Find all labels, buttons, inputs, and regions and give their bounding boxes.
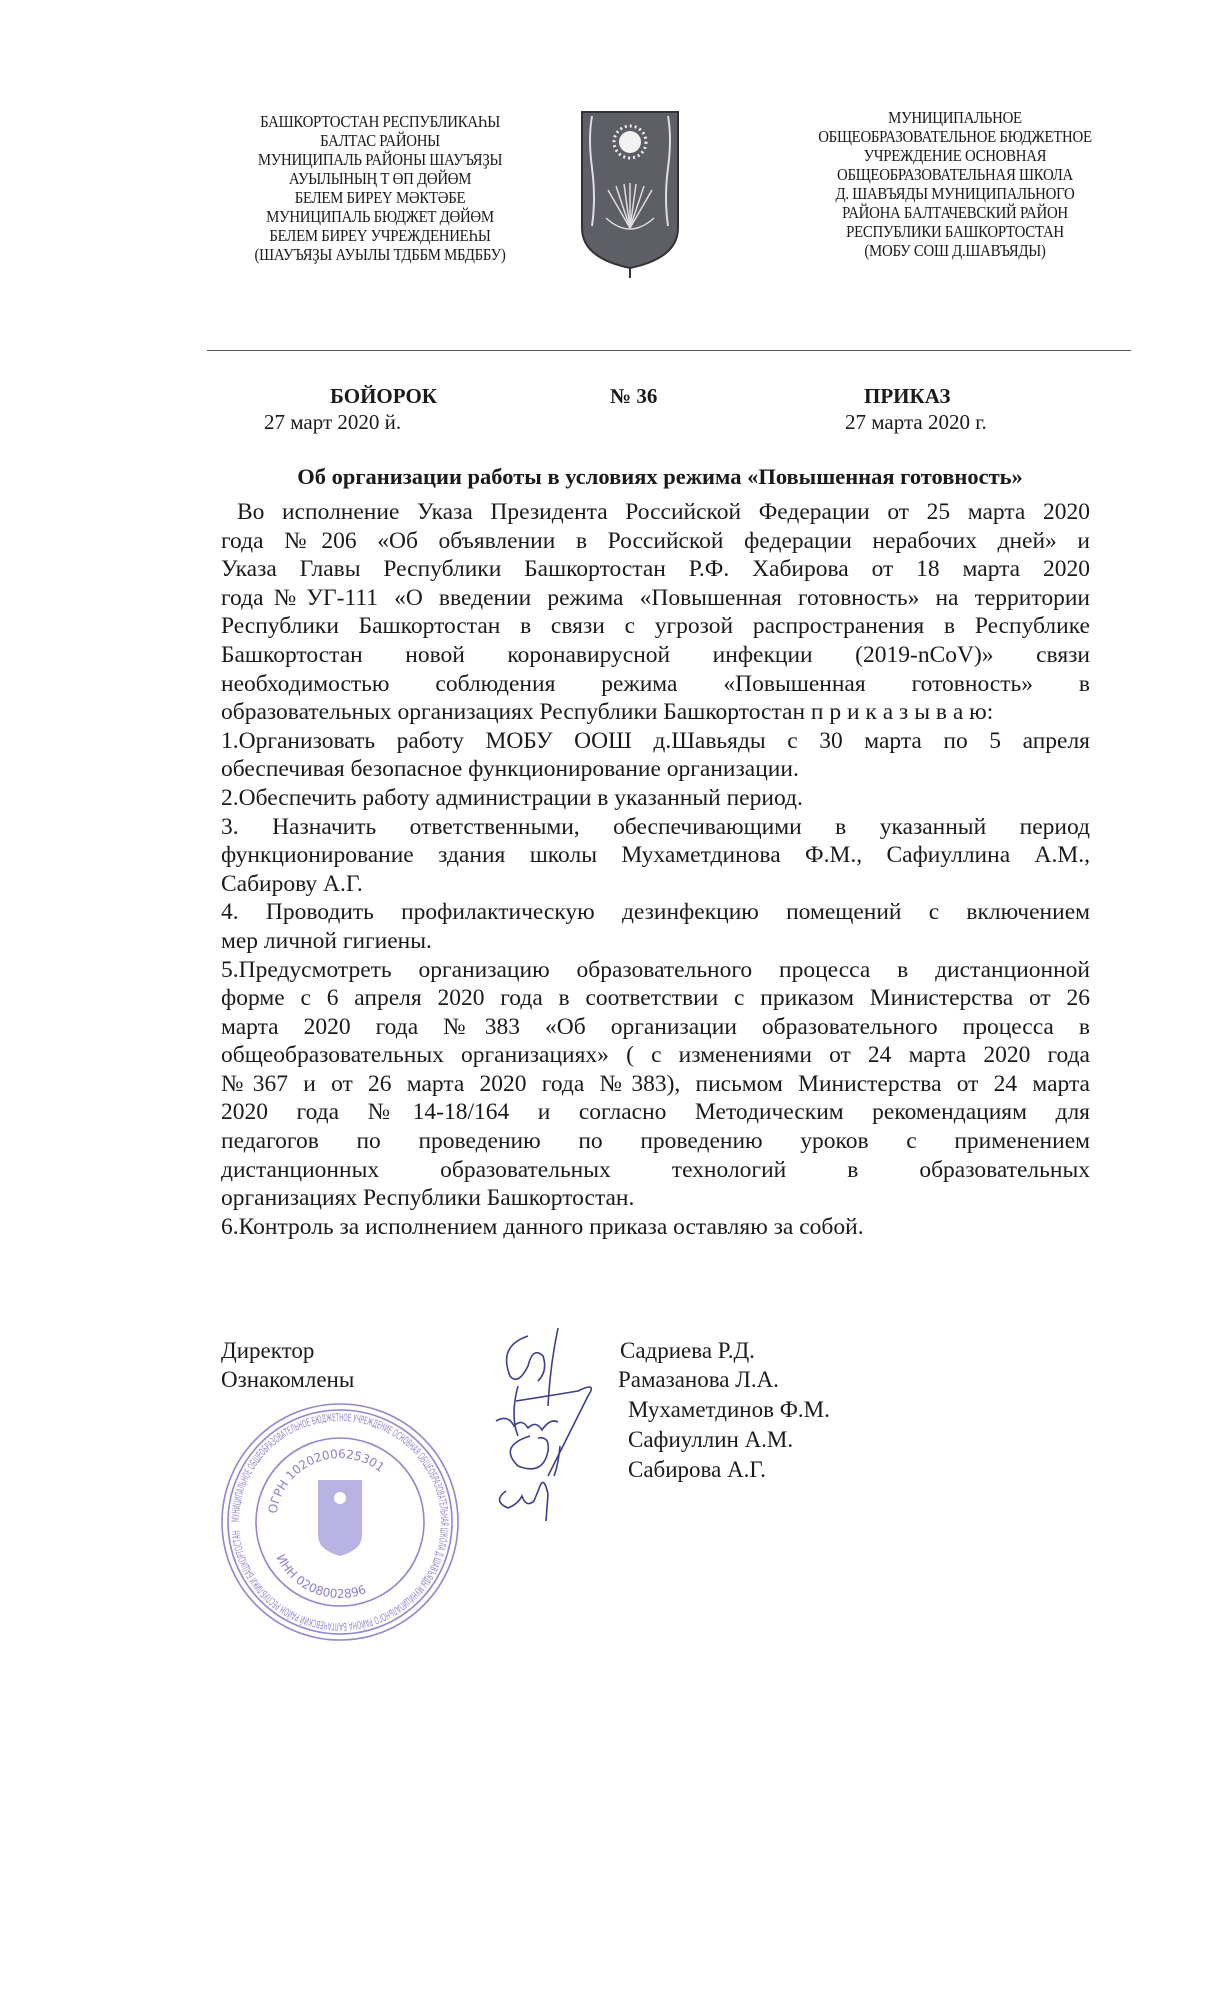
header-line: (МОБУ СОШ Д.ШАВЪЯДЫ) xyxy=(864,241,1046,260)
header-russian-block xyxy=(780,108,1131,260)
body-line: 3. Назначить ответственными, обеспечивающими в указанный период xyxy=(221,813,1090,840)
order-subject: Об организации работы в условиях режима «Повышенная готовность» xyxy=(297,464,1023,489)
header-line: МУНИЦИПАЛЬ РАЙОНЫ ШАУЪЯҘЫ xyxy=(257,150,503,169)
body-line: дистанционных образовательных технологий в образовательных xyxy=(221,1156,1090,1183)
header-bashkir-block xyxy=(209,112,551,264)
body-line: форме с 6 апреля 2020 года в соответствии с приказом Министерства от 26 xyxy=(221,985,1090,1012)
order-title-russian: ПРИКАЗ xyxy=(864,384,951,408)
handwritten-signatures xyxy=(488,1326,618,1526)
stamp-emblem-icon xyxy=(318,1480,362,1556)
order-number: № 36 xyxy=(610,384,658,408)
body-line: Во исполнение Указа Президента Российской Федерации от 25 марта 2020 xyxy=(237,499,1090,525)
signatory-name: Сафиуллин А.М. xyxy=(628,1427,794,1452)
body-line: Республики Башкортостан в связи с угрозой распространения в Республике xyxy=(221,613,1090,640)
header-line: УЧРЕЖДЕНИЕ ОСНОВНАЯ xyxy=(863,146,1047,165)
body-line: Указа Главы Республики Башкортостан Р.Ф. Хабирова от 18 марта 2020 xyxy=(221,556,1090,583)
body-line: года№УГ-111 «О введении режима «Повышенная готовность» на территории xyxy=(221,584,1090,611)
order-body xyxy=(221,498,1090,1241)
body-line: 4. Проводить профилактическую дезинфекцию помещений с включением xyxy=(221,899,1090,926)
body-line: педагогов по проведению по проведению уроков с применением xyxy=(221,1128,1090,1155)
body-line: общеобразовательных организациях» ( с изменениями от 24 марта 2020 года xyxy=(221,1042,1090,1069)
body-line: №367 и от 26 марта 2020 года №383), письмом Министерства от 24 марта xyxy=(221,1070,1090,1097)
body-line: образовательных организациях Республики Башкортостан п р и к а з ы в а ю: xyxy=(221,699,994,726)
signatory-name: Рамазанова Л.А. xyxy=(618,1367,779,1392)
order-date-russian: 27 марта 2020 г. xyxy=(845,410,987,434)
signatory-name: Сабирова А.Г. xyxy=(628,1457,766,1482)
stamp-ogrn-text: ОГРН 1020200625301 xyxy=(265,1446,388,1515)
header-line: ОБЩЕОБРАЗОВАТЕЛЬНОЕ БЮДЖЕТНОЕ xyxy=(818,127,1092,146)
order-date-bashkir: 27 март 2020 й. xyxy=(264,410,402,434)
body-line: 1.Организовать работу МОБУ ООШ д.Шавьяды с 30 марта по 5 апреля xyxy=(221,727,1090,754)
official-stamp xyxy=(218,1400,462,1644)
body-line: марта 2020 года №383 «Об организации образовательного процесса в xyxy=(221,1013,1090,1040)
body-line: 5.Предусмотреть организацию образовательного процесса в дистанционной xyxy=(221,956,1090,983)
header-line: БЕЛЕМ БИРЕҮ УЧРЕЖДЕНИЕҺЫ xyxy=(269,226,491,245)
body-line: обеспечивая безопасное функционирование организации. xyxy=(221,756,799,783)
body-line: года №206 «Об объявлении в Российской федерации нерабочих дней» и xyxy=(221,527,1090,554)
body-line: 6.Контроль за исполнением данного приказа оставляю за собой. xyxy=(221,1213,864,1240)
header-line: (ШАУЪЯҘЫ АУЫЛЫ ТДББМ МБДББУ) xyxy=(254,245,506,264)
header-line: РАЙОНА БАЛТАЧЕВСКИЙ РАЙОН xyxy=(842,203,1068,222)
body-line: необходимостью соблюдения режима «Повышенная готовность» в xyxy=(221,670,1090,697)
signatory-name: Садриева Р.Д. xyxy=(620,1338,755,1363)
header-line: ОБЩЕОБРАЗОВАТЕЛЬНАЯ ШКОЛА xyxy=(837,165,1073,184)
stamp-ring-text: МУНИЦИПАЛЬНОЕ ОБЩЕОБРАЗОВАТЕЛЬНОЕ БЮДЖЕТНОЕ УЧРЕЖДЕНИЕ ОСНОВНАЯ ОБЩЕОБРАЗОВАТЕЛЬНАЯ ШКОЛА Д.ШАВЪЯДЫ МУНИЦИПАЛЬНОГО РАЙОНА БАЛТАЧЕВСКИЙ РАЙОН РЕСПУБЛИКИ БАШКОРТОСТАН xyxy=(229,1411,451,1633)
header-line: БЕЛЕМ БИРЕҮ МӘКТӘБЕ xyxy=(294,188,466,207)
body-line: мер личной гигиены. xyxy=(221,927,432,954)
body-line: 2020 года №14-18/164 и согласно Методическим рекомендациям для xyxy=(221,1099,1090,1126)
body-line: Башкортостан новой коронавирусной инфекции (2019-nCoV)» связи xyxy=(221,641,1090,668)
body-line: функционирование здания школы Мухаметдинова Ф.М., Сафиуллина А.М., xyxy=(221,842,1090,869)
coat-of-arms-emblem xyxy=(578,108,682,278)
header-line: МУНИЦИПАЛЬ БЮДЖЕТ ДӨЙӨМ xyxy=(266,207,494,226)
signatory-name: Мухаметдинов Ф.М. xyxy=(628,1397,830,1422)
body-line: 2.Обеспечить работу администрации в указанный период. xyxy=(221,784,803,811)
order-title-bashkir: БОЙОРОК xyxy=(330,384,438,408)
body-line: Сабирову А.Г. xyxy=(221,870,363,897)
header-line: АУЫЛЫНЫҢ Т ӨП ДӨЙӨМ xyxy=(288,169,472,188)
header-line: РЕСПУБЛИКИ БАШКОРТОСТАН xyxy=(846,222,1064,241)
director-label: Директор xyxy=(221,1338,315,1363)
header-line: МУНИЦИПАЛЬНОЕ xyxy=(888,108,1022,127)
body-line: организациях Республики Башкортостан. xyxy=(221,1185,635,1212)
acquainted-label: Ознакомлены xyxy=(221,1367,355,1392)
header-divider xyxy=(207,350,1131,351)
stamp-inn-text: ИНН 0208002896 xyxy=(273,1551,368,1602)
header-line: Д. ШАВЪЯДЫ МУНИЦИПАЛЬНОГО xyxy=(835,184,1075,203)
header-line: БАЛТАС РАЙОНЫ xyxy=(320,131,440,150)
header-line: БАШКОРТОСТАН РЕСПУБЛИКАҺЫ xyxy=(260,112,500,131)
